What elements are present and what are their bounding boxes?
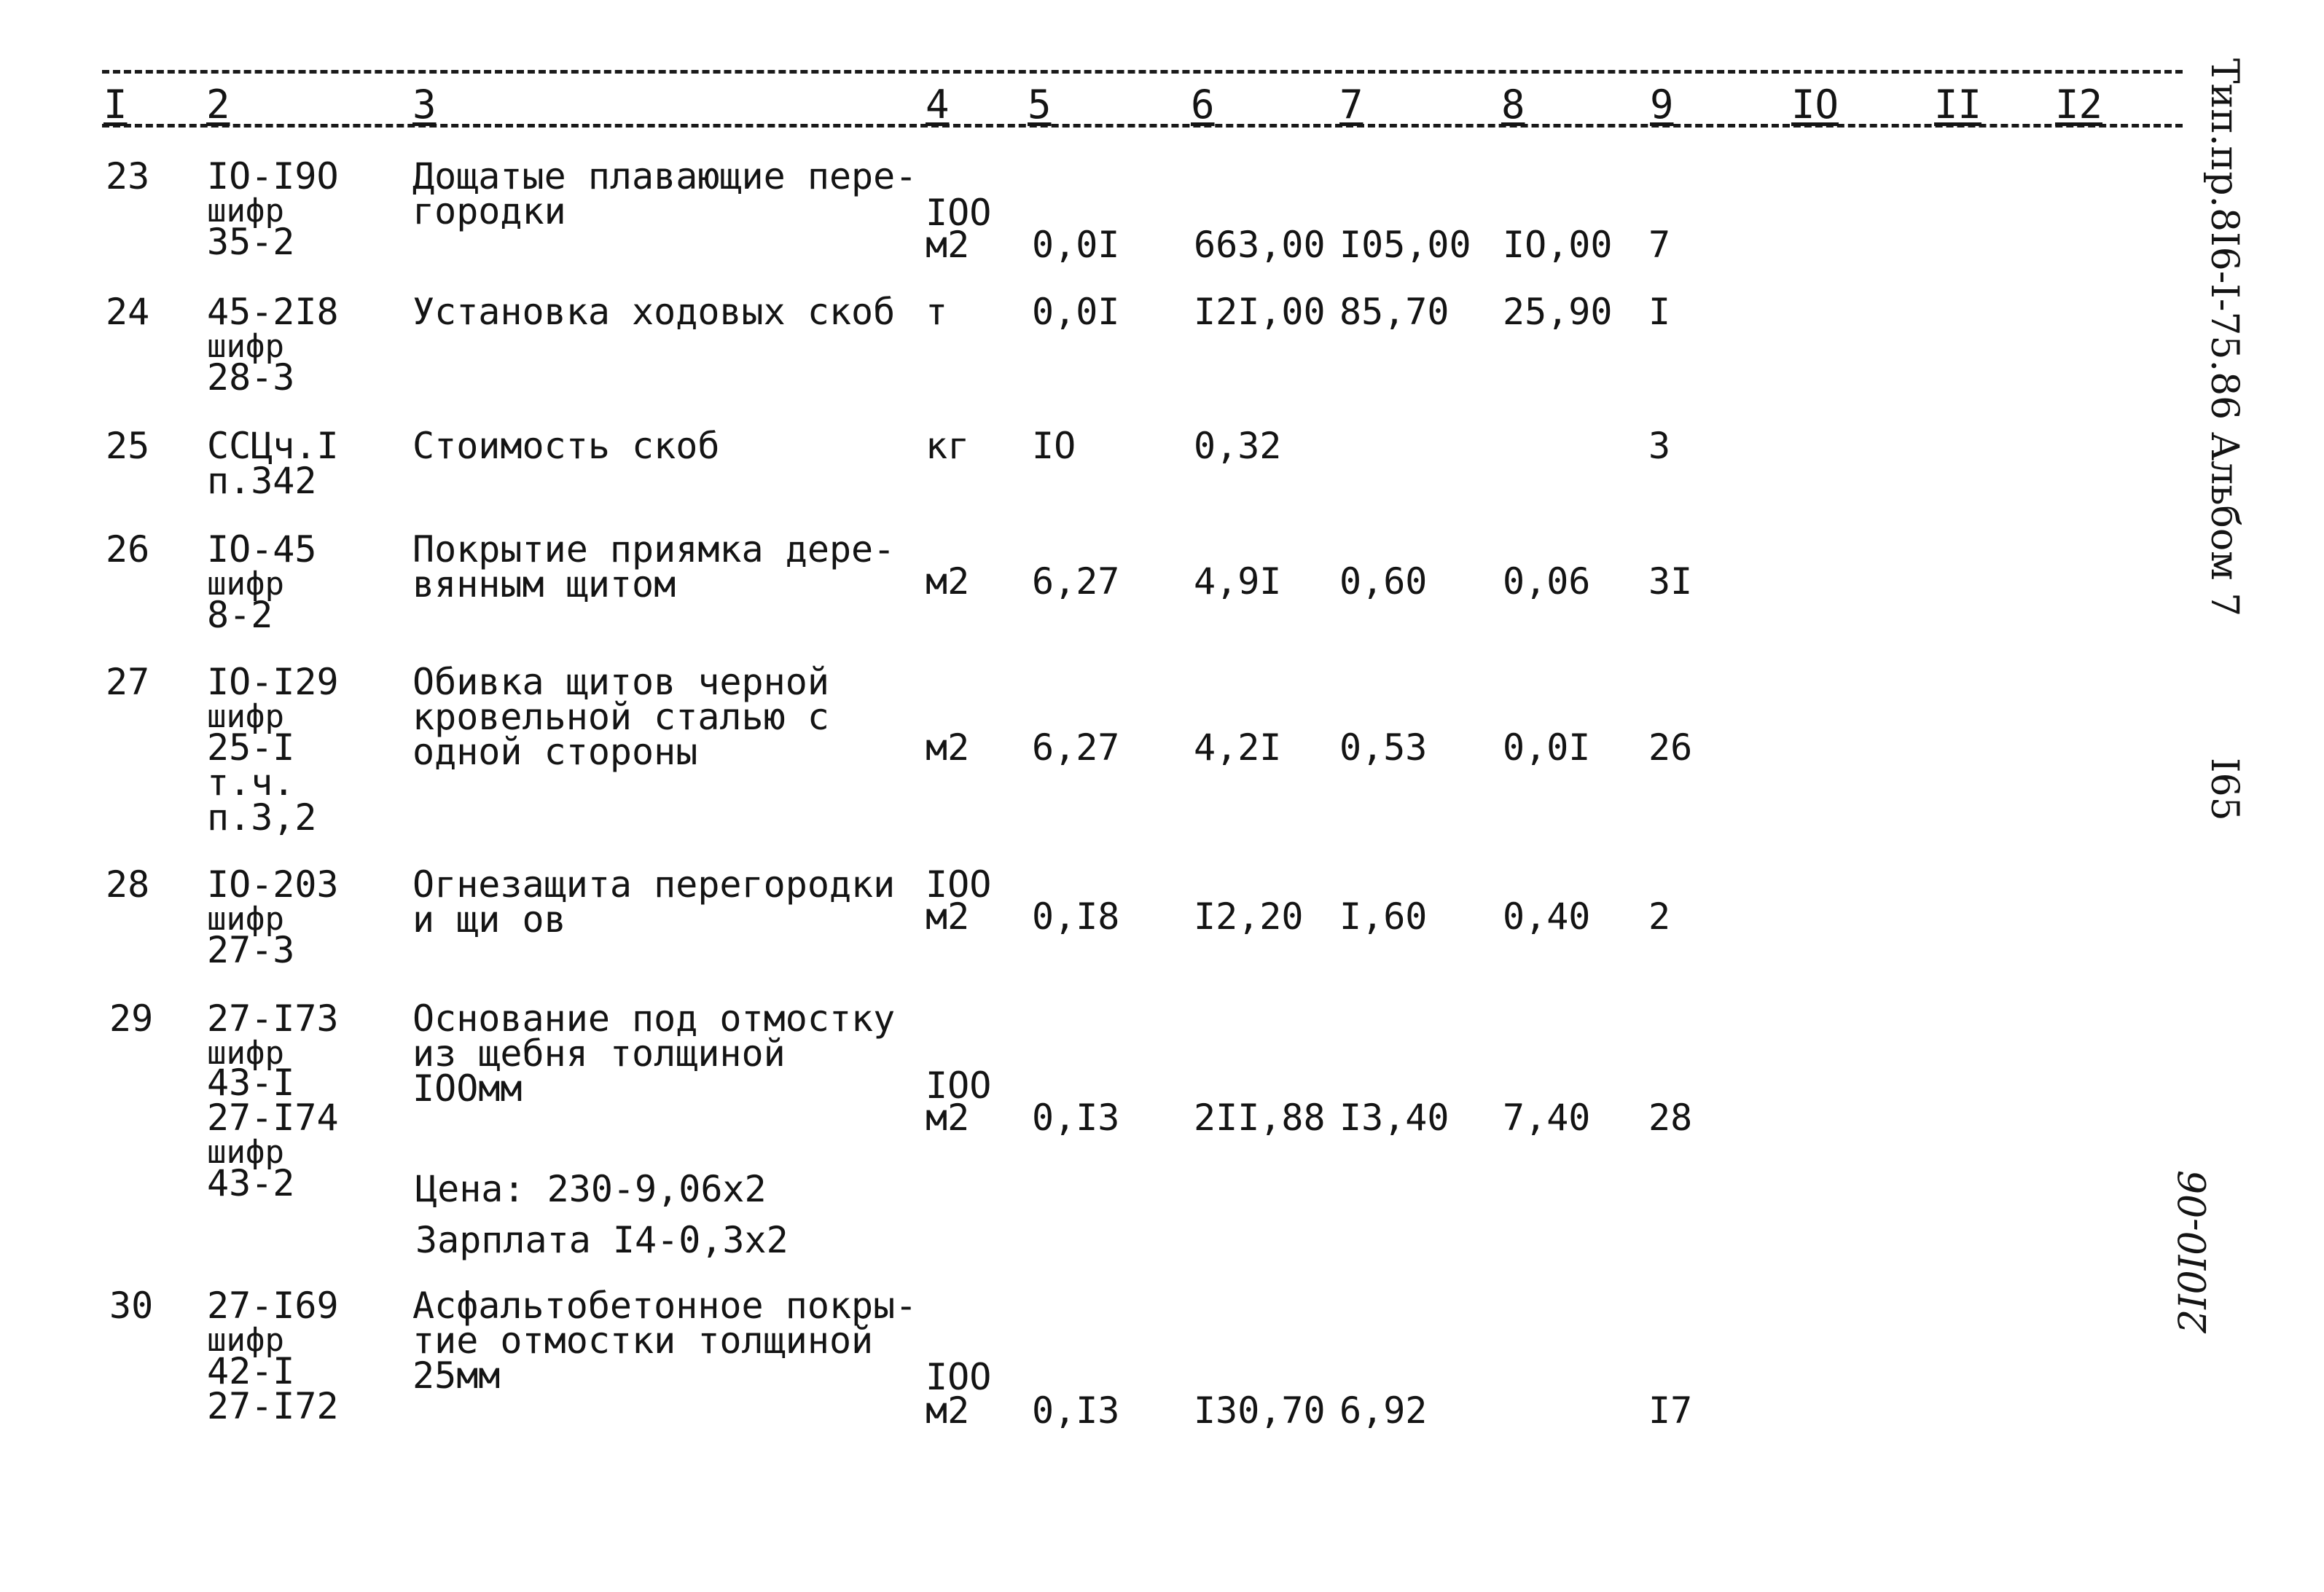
description-line: 25мм [412,1354,501,1397]
value-col-9: I7 [1648,1389,1693,1432]
value-col-7: 0,53 [1339,726,1428,769]
unit-line: м2 [926,726,970,769]
unit-line: м2 [926,1389,970,1432]
code-line: шифр [207,565,284,603]
description-line: Асфальтобетонное покры- [412,1285,918,1327]
quantity: IO [1032,425,1076,467]
value-col-9: I [1648,291,1671,333]
value-col-6: I2I,00 [1194,291,1326,333]
margin-doc-number: 2I0I0-06 [2172,1169,2215,1333]
margin-page-number: I65 [2202,758,2246,821]
row-number: 28 [106,863,150,906]
quantity: 0,I8 [1032,895,1120,938]
code-line: шифр [207,1134,284,1171]
unit-line: IOO [926,1064,992,1107]
value-col-6: I30,70 [1194,1389,1326,1432]
header-col-1: I [103,82,128,128]
value-col-8: 0,40 [1503,895,1591,938]
header-top-rule [102,70,2183,74]
code-line: 35-2 [207,221,295,263]
code-line: 43-2 [207,1162,295,1204]
code-line: 42-I [207,1350,295,1392]
unit-line: м2 [926,560,970,603]
unit-line: кг [926,425,970,467]
header-col-2: 2 [206,82,230,128]
row-number: 26 [106,528,150,570]
header-col-10: IO [1791,82,1839,128]
description-line: городки [412,190,566,232]
description-line: кровельной сталью с [412,696,829,738]
code-line: IO-45 [207,528,317,570]
code-line: п.3,2 [207,796,317,839]
code-line: IO-203 [207,863,339,906]
row-number: 23 [106,155,150,197]
description-line: IOOмм [412,1067,523,1110]
description-line: Стоимость скоб [412,425,720,467]
value-col-8: 0,0I [1503,726,1591,769]
description-line: тие отмостки толщиной [412,1320,874,1362]
code-line: т.ч. [207,761,295,804]
header-col-6: 6 [1191,82,1215,128]
quantity: 6,27 [1032,726,1120,769]
code-line: шифр [207,698,284,735]
value-col-8: 7,40 [1503,1097,1591,1139]
value-col-9: 26 [1648,726,1693,769]
description-line: из щебня толщиной [412,1032,786,1075]
row-number: 27 [106,661,150,703]
unit-line: м2 [926,895,970,938]
value-col-6: 663,00 [1194,224,1326,266]
value-col-7: 85,70 [1339,291,1449,333]
description-line: одной стороны [412,731,698,773]
unit-line: IOO [926,863,992,906]
value-col-7: I05,00 [1339,224,1471,266]
description-line: Обивка щитов черной [412,661,829,703]
value-col-9: 3I [1648,560,1693,603]
value-col-9: 2 [1648,895,1671,938]
header-col-3: 3 [412,82,437,128]
code-line: ССЦч.I [207,425,339,467]
header-col-7: 7 [1339,82,1364,128]
value-col-6: 0,32 [1194,425,1282,467]
salary-note: Зарплата I4-0,3х2 [415,1219,789,1261]
header-col-4: 4 [926,82,950,128]
value-col-7: 0,60 [1339,560,1428,603]
quantity: 0,0I [1032,224,1120,266]
quantity: 0,I3 [1032,1389,1120,1432]
value-col-8: 0,06 [1503,560,1591,603]
code-line: шифр [207,901,284,938]
description-line: Основание под отмостку [412,997,896,1040]
header-col-5: 5 [1028,82,1052,128]
description-line: вянным щитом [412,563,676,605]
header-col-8: 8 [1501,82,1525,128]
value-col-6: 2II,88 [1194,1097,1326,1139]
unit-line: IOO [926,192,992,234]
description-line: Установка ходовых скоб [412,291,896,333]
code-line: 45-2I8 [207,291,339,333]
code-line: 25-I [207,726,295,769]
row-number: 29 [109,997,154,1040]
code-line: IO-I9O [207,155,339,197]
value-col-7: 6,92 [1339,1389,1428,1432]
value-col-6: I2,20 [1194,895,1304,938]
description-line: Покрытие приямка дере- [412,528,896,570]
code-line: шифр [207,1322,284,1359]
value-col-9: 28 [1648,1097,1693,1139]
code-line: 27-I73 [207,997,339,1040]
header-col-12: I2 [2055,82,2103,128]
description-line: и щи ов [412,898,566,941]
code-line: 27-I69 [207,1285,339,1327]
value-col-7: I3,40 [1339,1097,1449,1139]
code-line: 43-I [207,1062,295,1104]
code-line: 27-I74 [207,1097,339,1139]
code-line: 27-3 [207,929,295,971]
row-number: 25 [106,425,150,467]
unit-line: м2 [926,1097,970,1139]
code-line: 28-3 [207,356,295,399]
code-line: п.342 [207,460,317,502]
margin-title: Тип.пр.8I6-I-75.86 Альбом 7 [2202,58,2246,617]
description-line: Огнезащита перегородки [412,863,896,906]
quantity: 0,I3 [1032,1097,1120,1139]
description-line: Дощатые плавающие пере- [412,155,918,197]
code-line: шифр [207,1035,284,1072]
row-number: 30 [109,1285,154,1327]
header-col-9: 9 [1650,82,1674,128]
row-number: 24 [106,291,150,333]
value-col-7: I,60 [1339,895,1428,938]
quantity: 0,0I [1032,291,1120,333]
code-line: шифр [207,328,284,365]
code-line: IO-I29 [207,661,339,703]
unit-line: т [926,291,948,333]
unit-line: м2 [926,224,970,266]
unit-line: IOO [926,1356,992,1398]
value-col-9: 7 [1648,224,1671,266]
value-col-9: 3 [1648,425,1671,467]
quantity: 6,27 [1032,560,1120,603]
code-line: 8-2 [207,594,273,636]
value-col-8: IO,00 [1503,224,1613,266]
value-col-6: 4,9I [1194,560,1282,603]
price-note: Цена: 230-9,06х2 [415,1168,767,1210]
value-col-6: 4,2I [1194,726,1282,769]
value-col-8: 25,90 [1503,291,1613,333]
code-line: 27-I72 [207,1385,339,1427]
header-col-11: II [1934,82,1982,128]
code-line: шифр [207,192,284,230]
